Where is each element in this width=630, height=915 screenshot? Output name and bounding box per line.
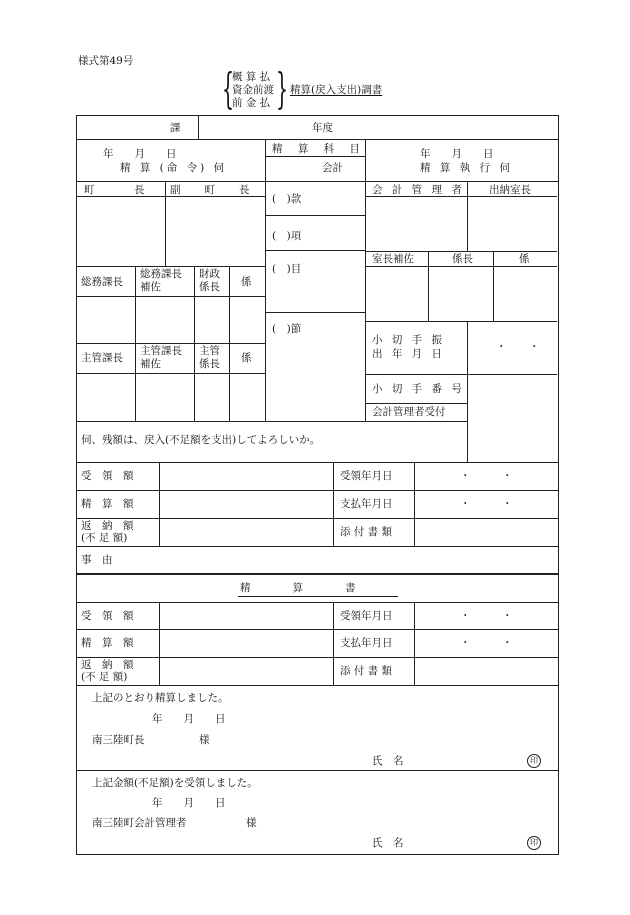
approver-shitsucho-hosa: 室長補佐 — [372, 253, 414, 265]
s2-attachments-label: 添 付 書 類 — [340, 665, 393, 677]
settlement-exec-label: 精 算 執 行 伺 — [420, 162, 513, 174]
cert1-addressee: 南三陸町長 — [92, 734, 145, 746]
cert2-name-label: 氏 名 — [372, 837, 404, 849]
s2-received-date-value: ・ ・ — [460, 610, 513, 622]
account-subject-label: 精 算 科 目 — [272, 143, 367, 155]
cert1-honorific: 様 — [199, 734, 210, 746]
cert1-text: 上記のとおり精算しました。 — [92, 692, 229, 704]
s2-refund-amount-label: 返 納 額 — [81, 659, 134, 671]
approver-kaikei-kanrisha: 会 計 管 理 者 — [372, 184, 465, 196]
s2-payment-date-value: ・ ・ — [460, 637, 513, 649]
approver-mayor: 町 長 — [84, 184, 147, 196]
title-option-1: 概 算 払 — [232, 71, 271, 83]
s1-refund-amount-label: 返 納 額 — [81, 520, 134, 532]
reason-label: 事 由 — [81, 554, 113, 566]
nendo-label: 年度 — [312, 122, 333, 134]
section2-title: 精 算 書 — [240, 582, 356, 594]
approver-kakari: 係 — [519, 253, 530, 265]
cert1-date: 年 月 日 — [152, 713, 226, 725]
account-setsu: ( )節 — [272, 323, 302, 335]
s1-received-amount-label: 受 領 額 — [81, 470, 134, 482]
approver-zaisei-kakaricho: 財政係長 — [199, 268, 220, 293]
approver-suitou-shitsucho: 出納室長 — [489, 184, 531, 196]
approver-shukan-hosa: 主管課長補佐 — [140, 345, 182, 370]
cert2-addressee: 南三陸町会計管理者 — [92, 817, 187, 829]
approver-soumu-kacho: 総務課長 — [81, 276, 123, 288]
cert2-honorific: 様 — [246, 817, 257, 829]
approver-deputy-mayor: 副 町 長 — [170, 184, 251, 196]
page-title: 精算(戻入支出)調書 — [290, 84, 383, 96]
s2-received-date-label: 受領年月日 — [340, 610, 393, 622]
s1-settled-amount-label: 精 算 額 — [81, 498, 134, 510]
cert1-name-label: 氏 名 — [372, 755, 404, 767]
approver-soumu-hosa: 総務課長補佐 — [140, 268, 182, 293]
cert2-seal-icon: 印 — [527, 836, 541, 850]
cert2-text: 上記金額(不足額)を受領しました。 — [92, 777, 258, 789]
s1-attachments-label: 添 付 書 類 — [340, 526, 393, 538]
approver-shukan-kacho: 主管課長 — [81, 352, 123, 364]
s2-payment-date-label: 支払年月日 — [340, 637, 393, 649]
approver-shukan-kakaricho: 主管係長 — [199, 345, 220, 370]
s2-settled-amount-label: 精 算 額 — [81, 637, 134, 649]
approver-soumu-kakari: 係 — [241, 276, 252, 288]
check-issue-date-label: 小 切 手 振 出 年 月 日 — [372, 334, 446, 360]
settlement-request-label: 精 算 (命 令) 伺 — [120, 162, 228, 174]
s1-shortage-label: (不 足 額) — [81, 532, 128, 544]
right-brace: } — [276, 64, 289, 113]
approver-shukan-kakari: 係 — [241, 352, 252, 364]
approver-kakaricho: 係長 — [452, 253, 473, 265]
left-brace: { — [222, 64, 235, 113]
accountant-receipt-label: 会計管理者受付 — [372, 406, 446, 418]
form-number: 様式第49号 — [78, 55, 134, 67]
account-kan: ( )款 — [272, 193, 302, 205]
s2-shortage-label: (不 足 額) — [81, 671, 128, 683]
s1-payment-date-value: ・ ・ — [460, 498, 513, 510]
ka-label: 課 — [170, 122, 181, 134]
settlement-exec-date: 年 月 日 — [420, 148, 494, 160]
form-frame — [76, 115, 559, 855]
account-kou: ( )項 — [272, 230, 302, 242]
s1-received-date-label: 受領年月日 — [340, 470, 393, 482]
title-option-3: 前 金 払 — [232, 97, 271, 109]
account-kaikei-label: 会計 — [322, 162, 343, 174]
cert2-date: 年 月 日 — [152, 797, 226, 809]
s1-payment-date-label: 支払年月日 — [340, 498, 393, 510]
title-option-2: 資金前渡 — [232, 84, 274, 96]
cert1-seal-icon: 印 — [527, 754, 541, 768]
inquiry-text: 伺、残額は、戻入(不足額を支出)してよろしいか。 — [81, 434, 321, 446]
check-number-label: 小 切 手 番 号 — [372, 383, 465, 395]
s1-received-date-value: ・ ・ — [460, 470, 513, 482]
s2-received-amount-label: 受 領 額 — [81, 610, 134, 622]
account-moku: ( )目 — [272, 263, 302, 275]
settlement-request-date: 年 月 日 — [103, 148, 177, 160]
check-issue-date-value: ・ ・ — [496, 341, 546, 353]
